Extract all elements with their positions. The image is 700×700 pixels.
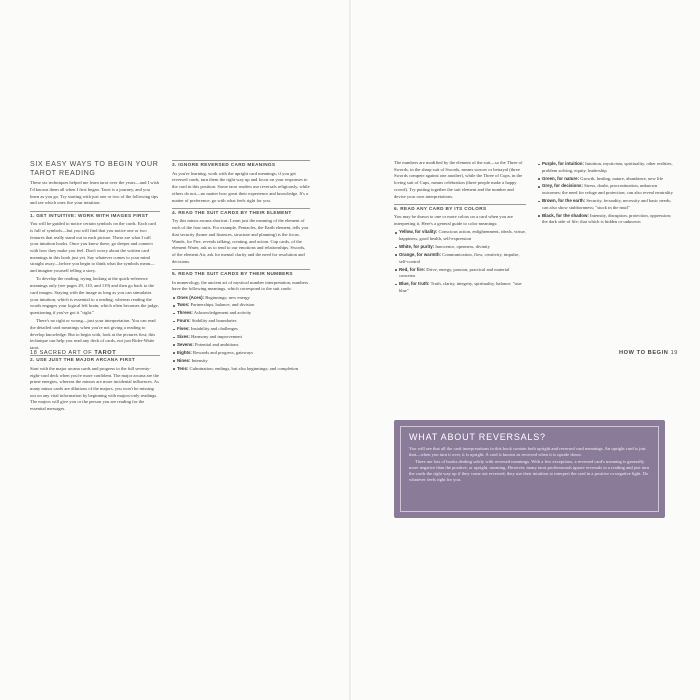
- section-title: SIX EASY WAYS TO BEGIN YOUR TAROT READING: [30, 160, 159, 177]
- list-item-text: Stability and boundaries: [191, 318, 237, 324]
- list-item: [172, 342, 310, 349]
- list-item-text: Stress, doubt, procrastination, unknown outcomes; the need for refuge and protection; can also reveal neutrality: [542, 183, 673, 196]
- list-item: [394, 281, 526, 294]
- paragraph: In numerology, the ancient art of mystical number interpretation, numbers have the following meanings, which correspond to the suit cards:: [172, 279, 309, 292]
- box-body: [409, 446, 650, 484]
- section-heading-4: 4. READ THE SUIT CARDS BY THEIR ELEMENT: [172, 208, 310, 217]
- list-item-text: Intuition, mysticism, spirituality, other realities, problem solving, equity, leadership: [542, 161, 673, 173]
- list-item-label: Orange, for warmth:: [399, 251, 441, 257]
- list-item: [394, 244, 526, 251]
- list-item-text: Communication, flow, creativity, impulse, self-control: [399, 251, 520, 264]
- paragraph: You may be drawn to one or more colors on a card when you are interpreting it. Here's a general guide to color meanings:: [394, 214, 513, 227]
- right-column-1: [394, 160, 526, 297]
- list-item: [537, 183, 673, 196]
- box-border: [400, 426, 659, 512]
- list-item-label: Sevens:: [177, 341, 194, 347]
- list-item: [172, 318, 310, 325]
- list-item: [537, 198, 673, 211]
- list-item: [172, 302, 310, 309]
- list-item: [394, 267, 526, 280]
- list-item-label: Ones (Aces):: [177, 294, 205, 300]
- list-item-text: Growth, healing, nature, abundance, new life: [580, 175, 664, 181]
- list-item: [537, 213, 673, 226]
- list-item-text: Potential and ambitions: [195, 341, 239, 347]
- colors-list-continued: [537, 161, 673, 226]
- list-item-label: Black, for the shadow:: [542, 212, 589, 218]
- left-column-1: [30, 160, 160, 414]
- paragraph: Try this minor arcana shortcut: Learn just the meaning of the element of each of the four suits. For example, Pentacles, the Earth element, tells you that security (home and finances, structure and planning) is the focus. Wands, for Fire, reveals talking, creating, and action. Cup cards, of the element Water, ask us to tend to our emotions and relationships. Swords, of the element Air, ask for mental clarity and the need for resolution and decisions.: [172, 218, 309, 264]
- list-item: [172, 334, 310, 341]
- list-item: [172, 310, 310, 317]
- list-item-label: Fives:: [177, 326, 190, 332]
- paragraph: As you're learning, work with the upright card meanings; if you get reversed cards, turn them the right way up and focus on your responses to the card in this position. Some tarot readers use reversals religiously, while others do not—no matter how great their experience and knowledge. It's a matter of preference; go with what feels right for you.: [172, 170, 310, 203]
- left-page: [0, 0, 349, 700]
- colors-list: [394, 229, 526, 294]
- paragraph: Start with the major arcana cards and progress to the full seventy-eight-card deck when you're more confident. The major arcana are the prime energies, whereas the minors are more incidental influences. As many minor cards are dilutions of the majors, you won't be missing out on any vital information by beginning with majors-only readings. The majors will give you or the person you are reading for the essential messages.: [30, 365, 159, 412]
- page-number: 19: [670, 350, 678, 356]
- list-item: [172, 366, 310, 373]
- section-heading-3: 3. IGNORE REVERSED CARD MEANINGS: [172, 160, 310, 169]
- list-item-text: Beginnings; new energy: [205, 294, 250, 300]
- list-item-text: Conscious action, enlightenment, ideals, virtue, happiness, good health, self-expression: [399, 229, 526, 242]
- paragraph: You will see that all the card interpretations in this book contain both upright and reversed card meanings. An upright card is just that—when you turn it over, it is upright. A card is known as reversed when it is upside down.: [409, 446, 646, 458]
- list-item: [537, 176, 673, 183]
- paragraph: There's no right or wrong—just your interpretation. You can read the detailed card meanings when you're not giving a reading to develop knowledge. But to begin with, look at the pictures first; this technique can help you read any deck of cards, not just Rider-Waite tarot.: [30, 318, 156, 351]
- page-number: 18: [30, 350, 38, 356]
- list-item: [172, 358, 310, 365]
- list-item-label: Threes:: [177, 310, 193, 316]
- list-item: [394, 252, 526, 265]
- section-heading-6: 6. READ ANY CARD BY ITS COLORS: [394, 204, 526, 213]
- list-item-text: Culmination; endings, but also beginnings; and completion: [189, 365, 299, 371]
- paragraph: There are lots of books dealing solely with reversed meanings. With a few exceptions, a reversed card's meaning is generally more negative than the positive, or upright, meaning. However, many tarot professionals ignore reversals in a reading and just turn the cards the right way up if they come out reversed; they use their intuition to interpret the card in a positive or negative light. Do whatever feels right for you.: [409, 458, 650, 483]
- paragraph: You will be guided to notice certain symbols on the cards. Each card is full of symbols—but you will find that you notice one or two features that really stand out in each picture. These are what I call your intuition hooks. Once you know these, go deeper and connect with how they make you feel. Don't worry about the written card meanings in this book just yet. Say whatever comes to your mind straight away—before you begin to think what the symbols mean—and imagine yourself telling a story.: [30, 221, 156, 274]
- numbers-list: [172, 295, 310, 373]
- list-item-label: Brown, for the earth:: [542, 198, 586, 204]
- list-item-text: Partnerships, balance, and division: [190, 302, 255, 308]
- page-folio-right: [619, 350, 678, 356]
- section-heading-1: 1. GET INTUITIVE: WORK WITH IMAGES FIRST: [30, 211, 160, 220]
- list-item-label: Purple, for intuition:: [542, 161, 584, 166]
- box-title: WHAT ABOUT REVERSALS?: [409, 432, 546, 442]
- list-item-label: Eights:: [177, 349, 192, 355]
- list-item: [172, 295, 310, 302]
- running-title: SACRED ART OF: [39, 350, 93, 356]
- reversals-sidebar-box: [394, 420, 665, 518]
- section-heading-5: 5. READ THE SUIT CARDS BY THEIR NUMBERS: [172, 269, 310, 278]
- list-item-label: Fours:: [177, 318, 191, 324]
- left-column-2: [172, 160, 310, 374]
- list-item-label: Twos:: [177, 302, 190, 308]
- list-item-text: Intensity, disruption, protection, oppression; the dark side of life; that which is hidden or unknown: [542, 212, 672, 225]
- list-item-label: White, for purity:: [399, 244, 435, 250]
- list-item-text: Security, fecundity, necessity and basic needs; can also show stubbornness; "stuck in the mud": [542, 198, 672, 210]
- list-item: [172, 350, 310, 357]
- list-item-label: Red, for fire:: [399, 266, 426, 272]
- list-item-text: Intensity: [191, 357, 208, 363]
- list-item: [394, 229, 526, 242]
- list-item-text: Instability and challenges: [190, 326, 238, 332]
- list-item-label: Grey, for decisions:: [542, 183, 583, 189]
- list-item-label: Yellow, for vitality:: [399, 229, 438, 235]
- list-item-label: Blue, for truth:: [399, 281, 430, 287]
- section-heading-2: 2. USE JUST THE MAJOR ARCANA FIRST: [30, 355, 160, 364]
- list-item-text: Harmony and improvement: [191, 334, 242, 339]
- paragraph: The numbers are modified by the element of the suit—so the Three of Swords, in the sharp suit of Swords, means sorrow or betrayal (three Swords compete against one another), while the Three of Cups, in the loving suit of Cups, means celebration (three people make a happy crowd). Try putting together the suit element and the number and devise your own interpretations.: [394, 160, 523, 199]
- list-item: [172, 326, 310, 333]
- list-item-text: Acknowledgement and activity: [193, 310, 252, 316]
- list-item-label: Green, for nature:: [542, 175, 580, 181]
- list-item-label: Sixes:: [177, 334, 190, 339]
- list-item-text: Innocence, openness, divinity: [435, 244, 490, 250]
- list-item-text: Drive, energy, passion, practical and material concerns: [399, 266, 510, 279]
- running-title-bold: TAROT: [94, 350, 117, 356]
- list-item-text: Truth, clarity, integrity, spirituality, balance; "true blue": [399, 281, 522, 293]
- right-column-2: [537, 160, 673, 228]
- list-item-label: Nines:: [177, 357, 191, 363]
- list-item-label: Tens:: [177, 365, 189, 371]
- page-folio-left: [30, 350, 116, 356]
- list-item: [537, 161, 673, 174]
- list-item-text: Rewards and progress, gateways: [193, 349, 254, 355]
- paragraph: To develop the reading, trying looking at the quick-reference meanings only (see pages 29, 110, and 119) and then go back to the card images. Staying with the image as long as you can stimulates your intuition, which is essential to a reading, whereas reading the words engages your logical left brain, which often becomes the judge, questioning if you've got it "right.": [30, 276, 159, 315]
- intro-paragraph: These six techniques helped me learn tarot over the years—and I wish I'd known them all when I first began. Tarot is a journey, and you learn as you go. Try starting with just one or two of the following tips and see which ones fire your intuition.: [30, 180, 159, 206]
- right-page: [351, 0, 700, 700]
- running-title: HOW TO BEGIN: [619, 350, 669, 356]
